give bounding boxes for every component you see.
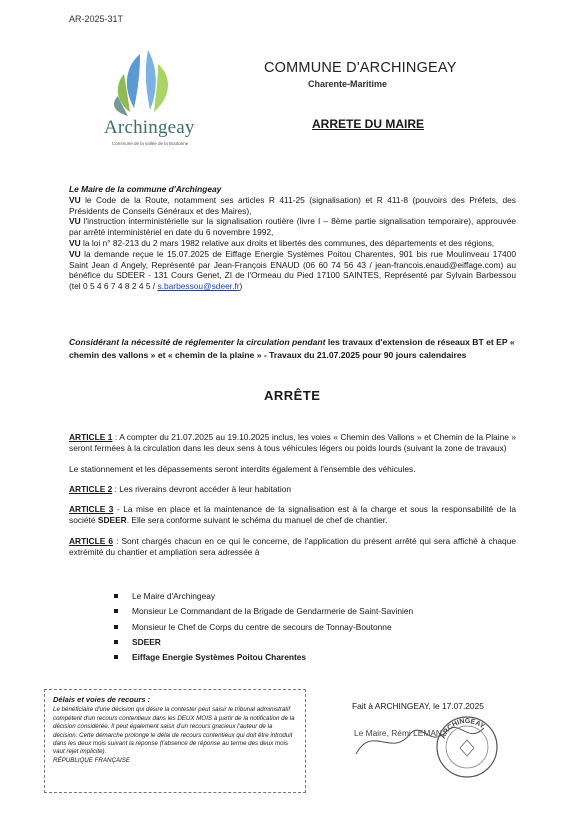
document-title: ARRETE DU MAIRE xyxy=(312,117,425,131)
place-date: Fait à ARCHINGEAY, le 17.07.2025 xyxy=(352,701,484,711)
article-3 xyxy=(69,504,516,527)
article-1 xyxy=(69,432,516,455)
commune-name: COMMUNE D'ARCHINGEAY xyxy=(264,60,457,76)
recours-footer: RÉPUBLIQUE FRANÇAISE xyxy=(53,756,131,764)
logo-tagline: Commune de la vallée de la Boutonne xyxy=(112,141,189,146)
vu-text: l'instruction interministérielle sur la signalisation routière (livre I – 8ème partie signalisation temporaire), approuvée par arrêté interministériel en date du 6 novembre 1992, xyxy=(69,216,517,238)
email-link[interactable]: s.barbessou@sdeer.fr xyxy=(157,281,240,292)
arrete-heading: ARRÊTE xyxy=(264,388,321,403)
recours-box xyxy=(44,689,306,793)
official-seal-icon xyxy=(434,714,500,780)
recours-title: Délais et voies de recours : xyxy=(53,695,151,704)
article-label: ARTICLE 3 xyxy=(69,504,114,515)
signer-name: Le Maire, Rémi LEMAN xyxy=(354,728,442,738)
article-6 xyxy=(69,536,516,559)
company-name: SDEER xyxy=(97,515,127,526)
vu-label: VU xyxy=(69,194,81,205)
vu-instruction xyxy=(69,216,516,238)
logo-name: Archingeay xyxy=(104,117,195,138)
list-item: SDEER xyxy=(114,635,413,650)
article-label: ARTICLE 2 xyxy=(69,483,113,494)
considerant-section xyxy=(69,336,516,361)
considerant-lead: Considérant la nécessité de réglementer la circulation pendant xyxy=(69,337,326,347)
recours-text: Le bénéficiaire d'une décision qui désire la contester peut saisir le tribunal administratif compétent d'un recours contentieux dans les DEUX MOIS à partir de la notification de la décision considérée. Il peut également saisir d'un recours gracieux l'auteur de la décision. Cette démarche prolonge le délai de recours contentieux qui doit être introduit dans les deux mois suivant la réponse (l'absence de réponse au terme des deux mois vaut rejet implicite). xyxy=(53,706,295,756)
vu-text: la demande reçue le 15.07.2025 de Eiffage Energie Systèmes Poitou Charentes, 901 bis rue Moulinveau 17400 Saint Jean d Angely, Représenté par Jean-François ENAUD (06 60 74 56 43 / jean-francois.enaud@eiffage.com) au bénéfice du SDEER - 131 Cours Genet, ZI de l'Ormeau du Pied 17100 SAINTES, Représenté par Sylvain Barbessou (tel 0 5 4 6 7 4 8 2 4 5 / xyxy=(69,248,517,292)
svg-text:ARCHINGEAY xyxy=(440,718,486,740)
vu-demande xyxy=(69,249,516,292)
region-name: Charente-Maritime xyxy=(308,79,388,89)
vu-code-route xyxy=(69,195,516,217)
list-item: Le Maire d'Archingeay xyxy=(114,589,413,604)
vu-loi xyxy=(69,238,516,249)
article-2 xyxy=(69,484,516,495)
vu-label: VU xyxy=(69,237,81,248)
vu-text-end: ) xyxy=(239,281,243,292)
article-text: : A compter du 21.07.2025 au 19.10.2025 inclus, les voies « Chemin des Vallons » et Chemin de la Plaine » seront fermées à la circulation dans les deux sens à tous véhicules légers ou poids lourds (suivant la zone de travaux) xyxy=(69,432,517,454)
intro-section xyxy=(69,184,516,292)
vu-label: VU xyxy=(69,216,81,227)
list-item: Monsieur le Chef de Corps du centre de secours de Tonnay-Boutonne xyxy=(114,620,413,635)
article-text: : Sont chargés chacun en ce qui le concerne, de l'application du présent arrêté qui sera affiché à chaque extrémité du chantier et ampliation sera adressée à xyxy=(69,535,517,558)
list-item: Monsieur Le Commandant de la Brigade de Gendarmerie de Saint-Savinien xyxy=(114,604,413,619)
articles-section xyxy=(69,432,516,567)
article-text: . Elle sera conforme suivant le schéma du manuel de chef de chantier. xyxy=(126,515,388,526)
list-item: Eiffage Energie Systèmes Poitou Charentes xyxy=(114,650,413,665)
article-label: ARTICLE 1 xyxy=(69,432,113,442)
article-1-extra: Le stationnement et les dépassements seront interdits également à l'ensemble des véhicules. xyxy=(69,463,416,474)
vu-text: le Code de la Route, notamment ses articles R 411-25 (signalisation) et R 411-8 (pouvoirs des Préfets, des Présidents de Conseils Généraux et des Maires), xyxy=(69,194,516,216)
vu-text: la loi n° 82-213 du 2 mars 1982 relative aux droits et libertés des communes, des départements et des régions, xyxy=(82,237,495,248)
vu-label: VU xyxy=(69,248,81,259)
seal-text: ARCHINGEAY xyxy=(439,717,486,740)
intro-lead: Le Maire de la commune d'Archingeay xyxy=(69,184,222,194)
article-label: ARTICLE 6 xyxy=(69,535,113,546)
article-text: : Les riverains devront accéder à leur habitation xyxy=(114,483,292,494)
article-text: - La mise en place et la maintenance de la signalisation est à la charge et sous la responsabilité de la société xyxy=(69,504,516,526)
recipient-list xyxy=(114,589,413,665)
document-reference: AR-2025-31T xyxy=(69,14,124,24)
considerant-text: les travaux d'extension de réseaux BT et EP « chemin des vallons » et « chemin de la plaine » - Travaux du 21.07.2025 pour 90 jours calendaires xyxy=(69,337,515,360)
